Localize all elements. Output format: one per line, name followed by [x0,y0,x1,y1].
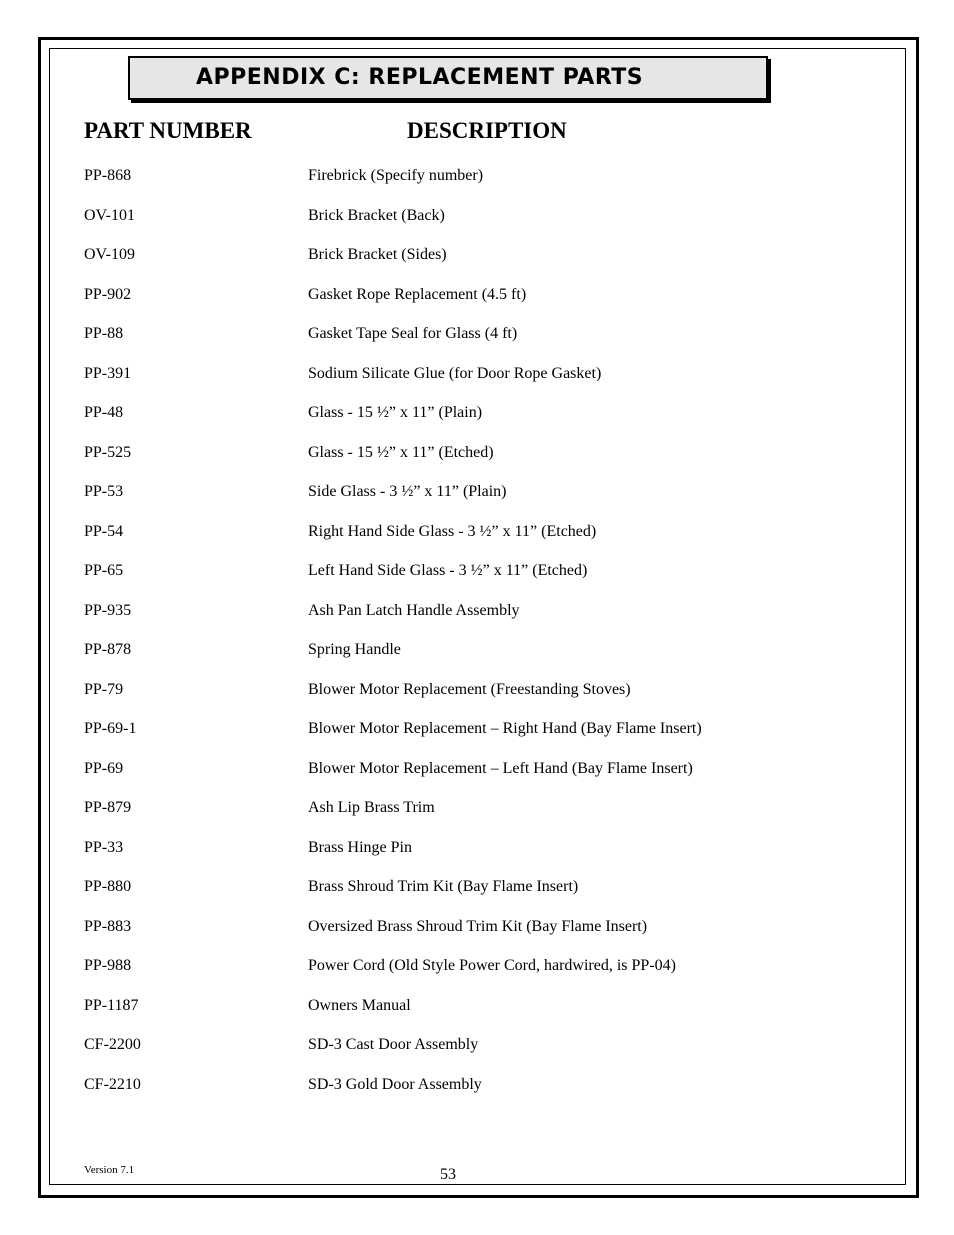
part-description: Left Hand Side Glass - 3 ½” x 11” (Etched) [308,562,588,579]
part-number: PP-88 [84,325,124,342]
part-description: Glass - 15 ½” x 11” (Plain) [308,404,483,421]
parts-row [0,918,954,938]
part-description: Ash Pan Latch Handle Assembly [308,601,520,619]
part-description: Firebrick (Specify number) [308,167,484,184]
parts-row [0,1036,954,1056]
part-number: PP-53 [84,483,124,500]
part-description: Brass Shroud Trim Kit (Bay Flame Insert) [308,878,579,895]
part-description: Right Hand Side Glass - 3 ½” x 11” (Etched) [308,522,597,540]
parts-row [0,562,954,582]
parts-row [0,957,954,977]
version-label: Version 7.1 [84,1164,135,1176]
parts-row [0,681,954,701]
parts-row [0,286,954,306]
parts-row [0,365,954,385]
part-description: Blower Motor Replacement (Freestanding Stoves) [308,680,631,698]
parts-row [0,483,954,503]
part-description: Gasket Tape Seal for Glass (4 ft) [308,325,518,342]
part-number: PP-54 [84,522,124,540]
parts-row [0,404,954,424]
part-description: Side Glass - 3 ½” x 11” (Plain) [308,483,507,500]
part-number: PP-902 [84,285,132,303]
part-description: Blower Motor Replacement – Left Hand (Bay Flame Insert) [308,759,693,777]
part-number: PP-65 [84,562,124,579]
parts-row [0,1076,954,1096]
parts-row [0,167,954,187]
part-description: Gasket Rope Replacement (4.5 ft) [308,285,527,303]
part-description: Ash Lip Brass Trim [308,799,435,816]
appendix-title: APPENDIX C: REPLACEMENT PARTS [196,65,644,90]
part-description: Glass - 15 ½” x 11” (Etched) [308,443,494,461]
parts-row [0,641,954,661]
part-number: PP-79 [84,680,124,698]
parts-row [0,997,954,1017]
part-number: CF-2200 [84,1036,141,1053]
part-number: PP-391 [84,364,132,382]
part-number: PP-988 [84,957,132,974]
part-description: SD-3 Gold Door Assembly [308,1075,482,1093]
parts-row [0,523,954,543]
parts-row [0,207,954,227]
part-number: PP-878 [84,641,132,658]
parts-row [0,444,954,464]
part-number: PP-33 [84,838,124,856]
part-description: Brick Bracket (Back) [308,206,445,224]
parts-row [0,799,954,819]
part-description: Brick Bracket (Sides) [308,246,447,263]
parts-row [0,760,954,780]
part-number: OV-101 [84,206,135,224]
part-number: PP-69-1 [84,720,137,737]
part-number: PP-935 [84,601,132,619]
part-number: PP-69 [84,759,124,777]
parts-row [0,325,954,345]
part-number: PP-868 [84,167,132,184]
part-description: Owners Manual [308,996,411,1014]
part-description: Brass Hinge Pin [308,838,412,856]
parts-row [0,878,954,898]
parts-row [0,720,954,740]
appendix-title-box [128,56,768,100]
part-number: CF-2210 [84,1075,141,1093]
part-description: Oversized Brass Shroud Trim Kit (Bay Flame Insert) [308,917,648,935]
part-description: SD-3 Cast Door Assembly [308,1036,479,1053]
parts-row [0,602,954,622]
part-number: PP-883 [84,917,132,935]
part-number: PP-48 [84,404,124,421]
part-description: Spring Handle [308,641,401,658]
part-number: OV-109 [84,246,135,263]
part-number: PP-879 [84,799,132,816]
parts-row [0,246,954,266]
part-description: Power Cord (Old Style Power Cord, hardwired, is PP-04) [308,957,676,974]
page-number: 53 [440,1166,456,1183]
parts-row [0,839,954,859]
part-number: PP-880 [84,878,132,895]
column-header-part-number: PART NUMBER [84,118,252,143]
part-number: PP-1187 [84,996,139,1014]
part-number: PP-525 [84,443,132,461]
part-description: Blower Motor Replacement – Right Hand (Bay Flame Insert) [308,720,702,737]
part-description: Sodium Silicate Glue (for Door Rope Gasket) [308,364,602,382]
column-header-description: DESCRIPTION [407,118,567,143]
